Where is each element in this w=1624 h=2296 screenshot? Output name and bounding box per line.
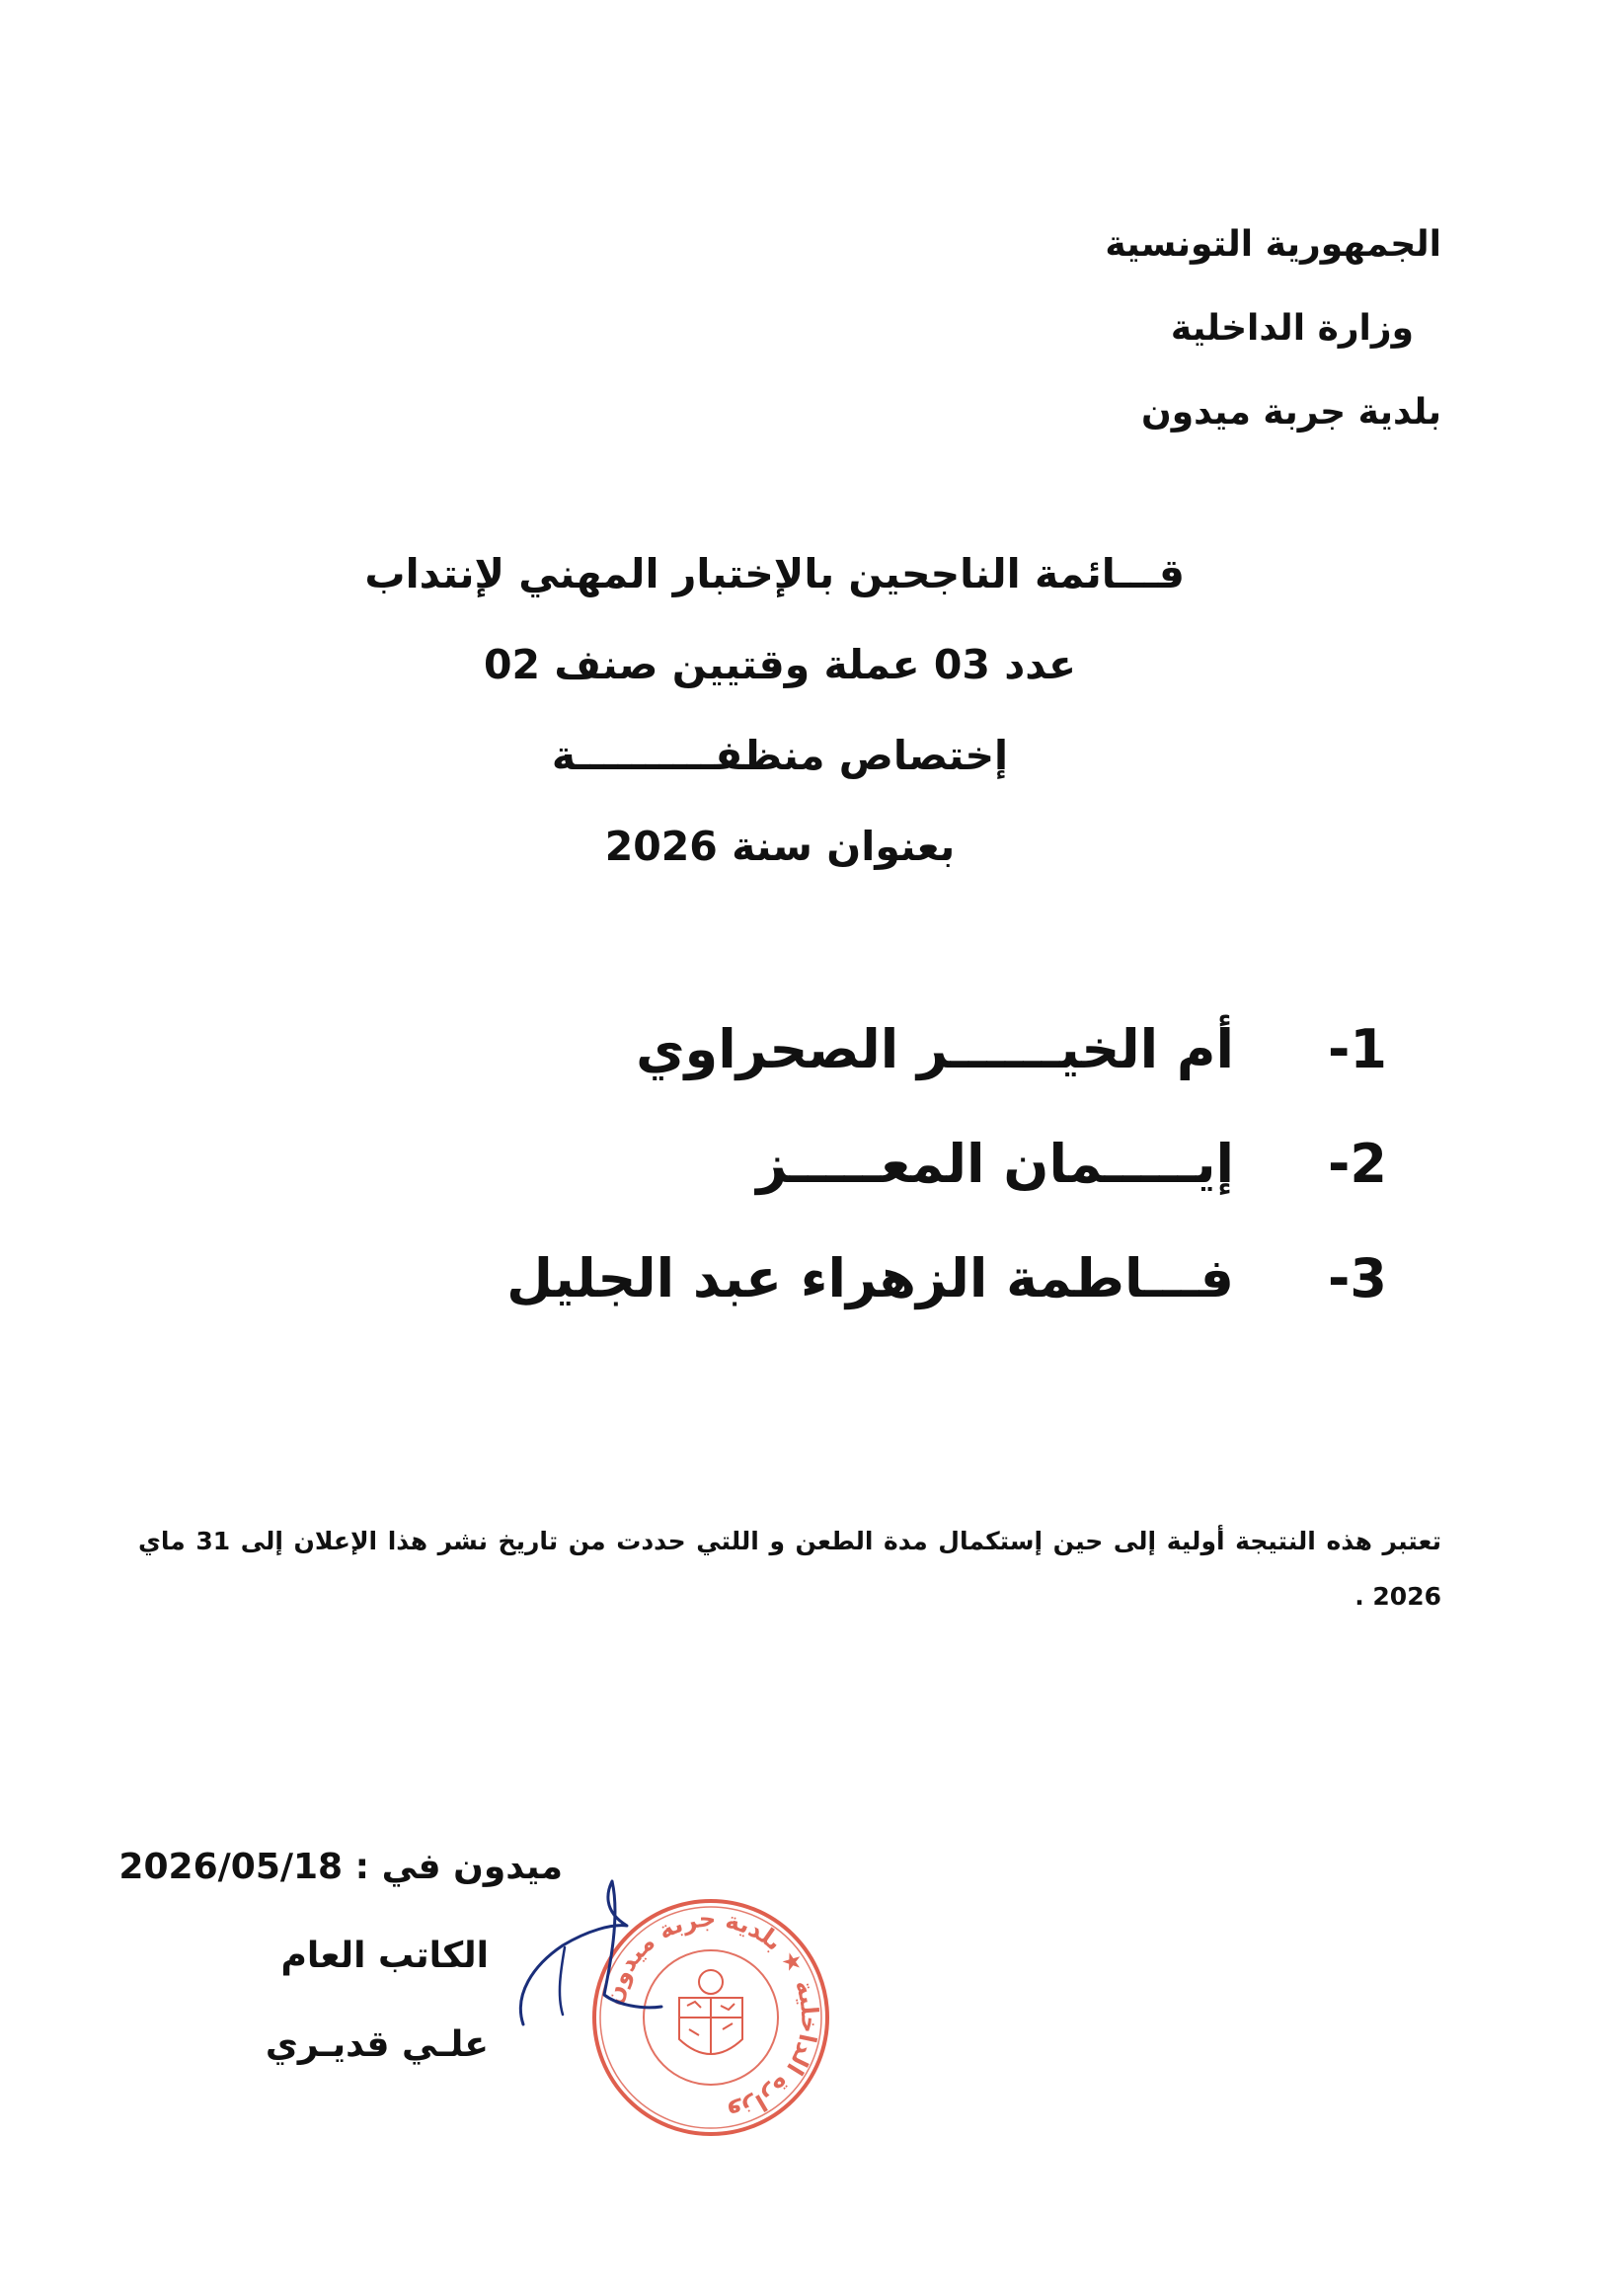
- title-line-3: إختصاص منظفــــــــــة: [551, 732, 1009, 779]
- letterhead: [1105, 202, 1441, 454]
- list-item-number: -3: [1328, 1247, 1387, 1309]
- list-item: [506, 1222, 1387, 1336]
- coat-of-arms-icon: [679, 1970, 742, 2054]
- document-title: [364, 528, 1185, 892]
- title-line-1: قـــائمة الناجحين بالإختبار المهني لإنتداب: [364, 550, 1185, 597]
- candidate-name: إيـــــمان المعـــــز: [756, 1133, 1234, 1195]
- successful-candidates-list: [506, 992, 1387, 1336]
- list-item-number: -1: [1328, 1018, 1387, 1080]
- stamp-text: وزارة الداخلية ★ بلدية جربة ميدون: [598, 1904, 824, 2129]
- handwritten-signature: [494, 1876, 671, 2034]
- issue-date: 2026/05/18: [118, 1847, 344, 1887]
- list-item: [506, 1107, 1387, 1222]
- signatory-title: الكاتب العام: [280, 1936, 489, 1976]
- signatory-name: علـي قديـري: [265, 2024, 489, 2065]
- list-item: [506, 992, 1387, 1107]
- title-line-4: بعنوان سنة 2026: [604, 823, 956, 870]
- appeal-notice: تعتبر هذه النتيجة أولية إلى حين إستكمال مدة الطعن و اللتي حددت من تاريخ نشر هذا الإعلان إلى 31 ماي 2026 .: [138, 1527, 1441, 1611]
- ministry-name: وزارة الداخلية: [1170, 308, 1414, 349]
- candidate-name: فـــاطمة الزهراء عبد الجليل: [506, 1247, 1234, 1309]
- list-item-number: -2: [1328, 1133, 1387, 1195]
- candidate-name: أم الخيــــــر الصحراوي: [636, 1018, 1234, 1080]
- country-name: الجمهورية التونسية: [1105, 224, 1441, 265]
- municipality-name: بلدية جربة ميدون: [1141, 392, 1441, 433]
- title-line-2: عدد 03 عملة وقتيين صنف 02: [484, 641, 1076, 688]
- place-label: ميدون في :: [354, 1847, 563, 1887]
